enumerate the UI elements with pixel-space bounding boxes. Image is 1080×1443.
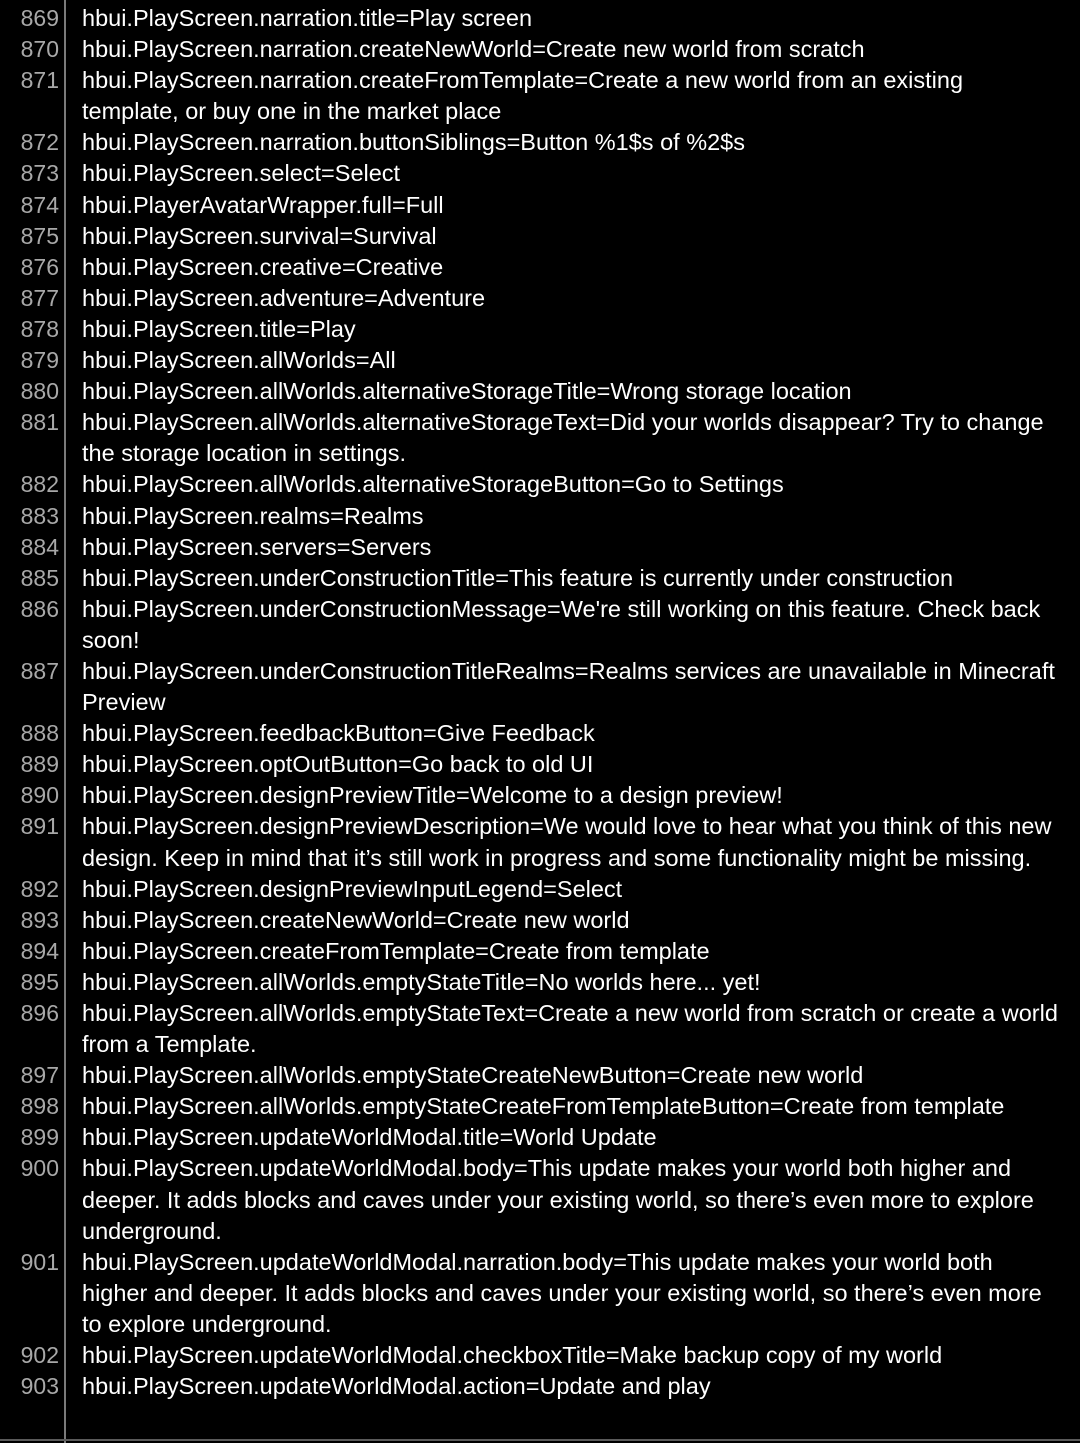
line-text[interactable]: hbui.PlayScreen.realms=Realms xyxy=(82,502,424,529)
code-line[interactable] xyxy=(0,1060,1080,1091)
line-text[interactable]: hbui.PlayScreen.narration.createNewWorld=Create new world from scratch xyxy=(82,36,865,63)
code-line[interactable] xyxy=(0,656,1080,718)
code-line[interactable] xyxy=(0,594,1080,656)
code-line[interactable] xyxy=(0,190,1080,221)
line-number: 895 xyxy=(20,968,59,995)
line-text[interactable]: hbui.PlayScreen.allWorlds.emptyStateTitle=No worlds here... yet! xyxy=(82,968,761,995)
line-text[interactable]: hbui.PlayScreen.creative=Creative xyxy=(82,253,444,280)
code-line[interactable] xyxy=(0,1091,1080,1122)
line-text[interactable]: hbui.PlayerAvatarWrapper.full=Full xyxy=(82,191,444,218)
code-line[interactable] xyxy=(0,65,1080,127)
line-text[interactable]: hbui.PlayScreen.adventure=Adventure xyxy=(82,284,486,311)
code-line[interactable] xyxy=(0,3,1080,34)
line-text[interactable]: hbui.PlayScreen.updateWorldModal.body=This update makes your world both higher and deeper. It adds blocks and caves under your existing world, so there’s even more to explore underground. xyxy=(82,1155,1034,1244)
line-number: 871 xyxy=(20,67,59,94)
code-line[interactable] xyxy=(0,1153,1080,1246)
code-line[interactable] xyxy=(0,283,1080,314)
code-line[interactable] xyxy=(0,967,1080,998)
code-line[interactable] xyxy=(0,1340,1080,1371)
line-text[interactable]: hbui.PlayScreen.designPreviewInputLegend=Select xyxy=(82,875,623,902)
line-text[interactable]: hbui.PlayScreen.allWorlds.emptyStateText=Create a new world from scratch or create a world from a Template. xyxy=(82,1000,1058,1058)
line-number: 899 xyxy=(20,1124,59,1151)
line-number: 898 xyxy=(20,1093,59,1120)
line-text[interactable]: hbui.PlayScreen.designPreviewTitle=Welcome to a design preview! xyxy=(82,782,783,809)
line-text[interactable]: hbui.PlayScreen.updateWorldModal.narration.body=This update makes your world both higher and deeper. It adds blocks and caves under your existing world, so there’s even more to explore underground. xyxy=(82,1248,1042,1337)
line-text[interactable]: hbui.PlayScreen.updateWorldModal.checkboxTitle=Make backup copy of my world xyxy=(82,1342,943,1369)
line-number: 874 xyxy=(20,191,59,218)
line-number: 870 xyxy=(20,36,59,63)
code-line[interactable] xyxy=(0,345,1080,376)
code-line[interactable] xyxy=(0,1122,1080,1153)
line-number: 877 xyxy=(20,284,59,311)
code-line[interactable] xyxy=(0,376,1080,407)
line-number: 889 xyxy=(20,751,59,778)
code-line[interactable] xyxy=(0,532,1080,563)
line-text[interactable]: hbui.PlayScreen.createNewWorld=Create new world xyxy=(82,906,630,933)
code-line[interactable] xyxy=(0,34,1080,65)
line-text[interactable]: hbui.PlayScreen.allWorlds.alternativeStorageButton=Go to Settings xyxy=(82,471,784,498)
code-lines[interactable] xyxy=(0,3,1080,1402)
line-number: 882 xyxy=(20,471,59,498)
line-number: 888 xyxy=(20,720,59,747)
line-text[interactable]: hbui.PlayScreen.designPreviewDescription=We would love to hear what you think of this new design. Keep in mind that it’s still work in progress and some functionality might be missing. xyxy=(82,813,1052,871)
line-text[interactable]: hbui.PlayScreen.underConstructionMessage=We're still working on this feature. Check back soon! xyxy=(82,595,1041,653)
code-line[interactable] xyxy=(0,407,1080,469)
line-text[interactable]: hbui.PlayScreen.createFromTemplate=Create from template xyxy=(82,937,710,964)
line-text[interactable]: hbui.PlayScreen.feedbackButton=Give Feedback xyxy=(82,720,595,747)
line-number: 887 xyxy=(20,657,59,684)
line-text[interactable]: hbui.PlayScreen.title=Play xyxy=(82,315,356,342)
code-line[interactable] xyxy=(0,1371,1080,1402)
line-text[interactable]: hbui.PlayScreen.survival=Survival xyxy=(82,222,437,249)
code-line[interactable] xyxy=(0,749,1080,780)
line-number: 903 xyxy=(20,1373,59,1400)
code-line[interactable] xyxy=(0,252,1080,283)
line-number: 879 xyxy=(20,347,59,374)
code-line[interactable] xyxy=(0,1247,1080,1340)
line-number: 901 xyxy=(20,1248,59,1275)
line-number: 902 xyxy=(20,1342,59,1369)
line-text[interactable]: hbui.PlayScreen.narration.createFromTemplate=Create a new world from an existing template, or buy one in the market place xyxy=(82,67,964,125)
line-number: 897 xyxy=(20,1062,59,1089)
code-line[interactable] xyxy=(0,127,1080,158)
line-text[interactable]: hbui.PlayScreen.allWorlds.alternativeStorageTitle=Wrong storage location xyxy=(82,378,852,405)
line-number: 891 xyxy=(20,813,59,840)
code-line[interactable] xyxy=(0,221,1080,252)
code-line[interactable] xyxy=(0,158,1080,189)
line-text[interactable]: hbui.PlayScreen.allWorlds.emptyStateCreateFromTemplateButton=Create from template xyxy=(82,1093,1005,1120)
code-line[interactable] xyxy=(0,563,1080,594)
line-text[interactable]: hbui.PlayScreen.allWorlds.emptyStateCreateNewButton=Create new world xyxy=(82,1062,864,1089)
line-number: 875 xyxy=(20,222,59,249)
line-number: 893 xyxy=(20,906,59,933)
line-number: 896 xyxy=(20,1000,59,1026)
line-text[interactable]: hbui.PlayScreen.select=Select xyxy=(82,160,401,187)
line-number: 873 xyxy=(20,160,59,187)
line-text[interactable]: hbui.PlayScreen.updateWorldModal.title=World Update xyxy=(82,1124,657,1151)
line-text[interactable]: hbui.PlayScreen.underConstructionTitleRealms=Realms services are unavailable in Minecraft Preview xyxy=(82,657,1055,716)
code-line[interactable] xyxy=(0,874,1080,905)
line-number: 894 xyxy=(20,937,59,964)
code-line[interactable] xyxy=(0,998,1080,1060)
code-line[interactable] xyxy=(0,718,1080,749)
code-line[interactable] xyxy=(0,811,1080,873)
code-line[interactable] xyxy=(0,936,1080,967)
line-text[interactable]: hbui.PlayScreen.allWorlds.alternativeStorageText=Did your worlds disappear? Try to change the storage location in settings. xyxy=(82,409,1044,467)
line-number: 880 xyxy=(20,378,59,405)
line-text[interactable]: hbui.PlayScreen.updateWorldModal.action=Update and play xyxy=(82,1373,711,1400)
line-number: 886 xyxy=(20,595,59,622)
line-number: 890 xyxy=(20,782,59,809)
line-text[interactable]: hbui.PlayScreen.optOutButton=Go back to old UI xyxy=(82,751,594,778)
line-number: 872 xyxy=(20,129,59,156)
editor-bottom-border xyxy=(0,1439,1080,1441)
line-number: 885 xyxy=(20,564,59,591)
line-text[interactable]: hbui.PlayScreen.underConstructionTitle=This feature is currently under construction xyxy=(82,564,954,591)
code-line[interactable] xyxy=(0,501,1080,532)
line-number: 883 xyxy=(20,502,59,529)
line-number: 881 xyxy=(20,409,59,436)
line-number: 878 xyxy=(20,315,59,342)
code-line[interactable] xyxy=(0,780,1080,811)
line-number: 900 xyxy=(20,1155,59,1182)
code-line[interactable] xyxy=(0,469,1080,500)
line-text[interactable]: hbui.PlayScreen.allWorlds=All xyxy=(82,347,396,374)
line-text[interactable]: hbui.PlayScreen.narration.title=Play screen xyxy=(82,5,533,31)
line-text[interactable]: hbui.PlayScreen.narration.buttonSiblings=Button %1$s of %2$s xyxy=(82,129,745,156)
line-number: 869 xyxy=(20,5,59,31)
code-line[interactable] xyxy=(0,314,1080,345)
line-number: 884 xyxy=(20,533,59,560)
line-number: 892 xyxy=(20,875,59,902)
line-number: 876 xyxy=(20,253,59,280)
code-line[interactable] xyxy=(0,905,1080,936)
line-text[interactable]: hbui.PlayScreen.servers=Servers xyxy=(82,533,432,560)
